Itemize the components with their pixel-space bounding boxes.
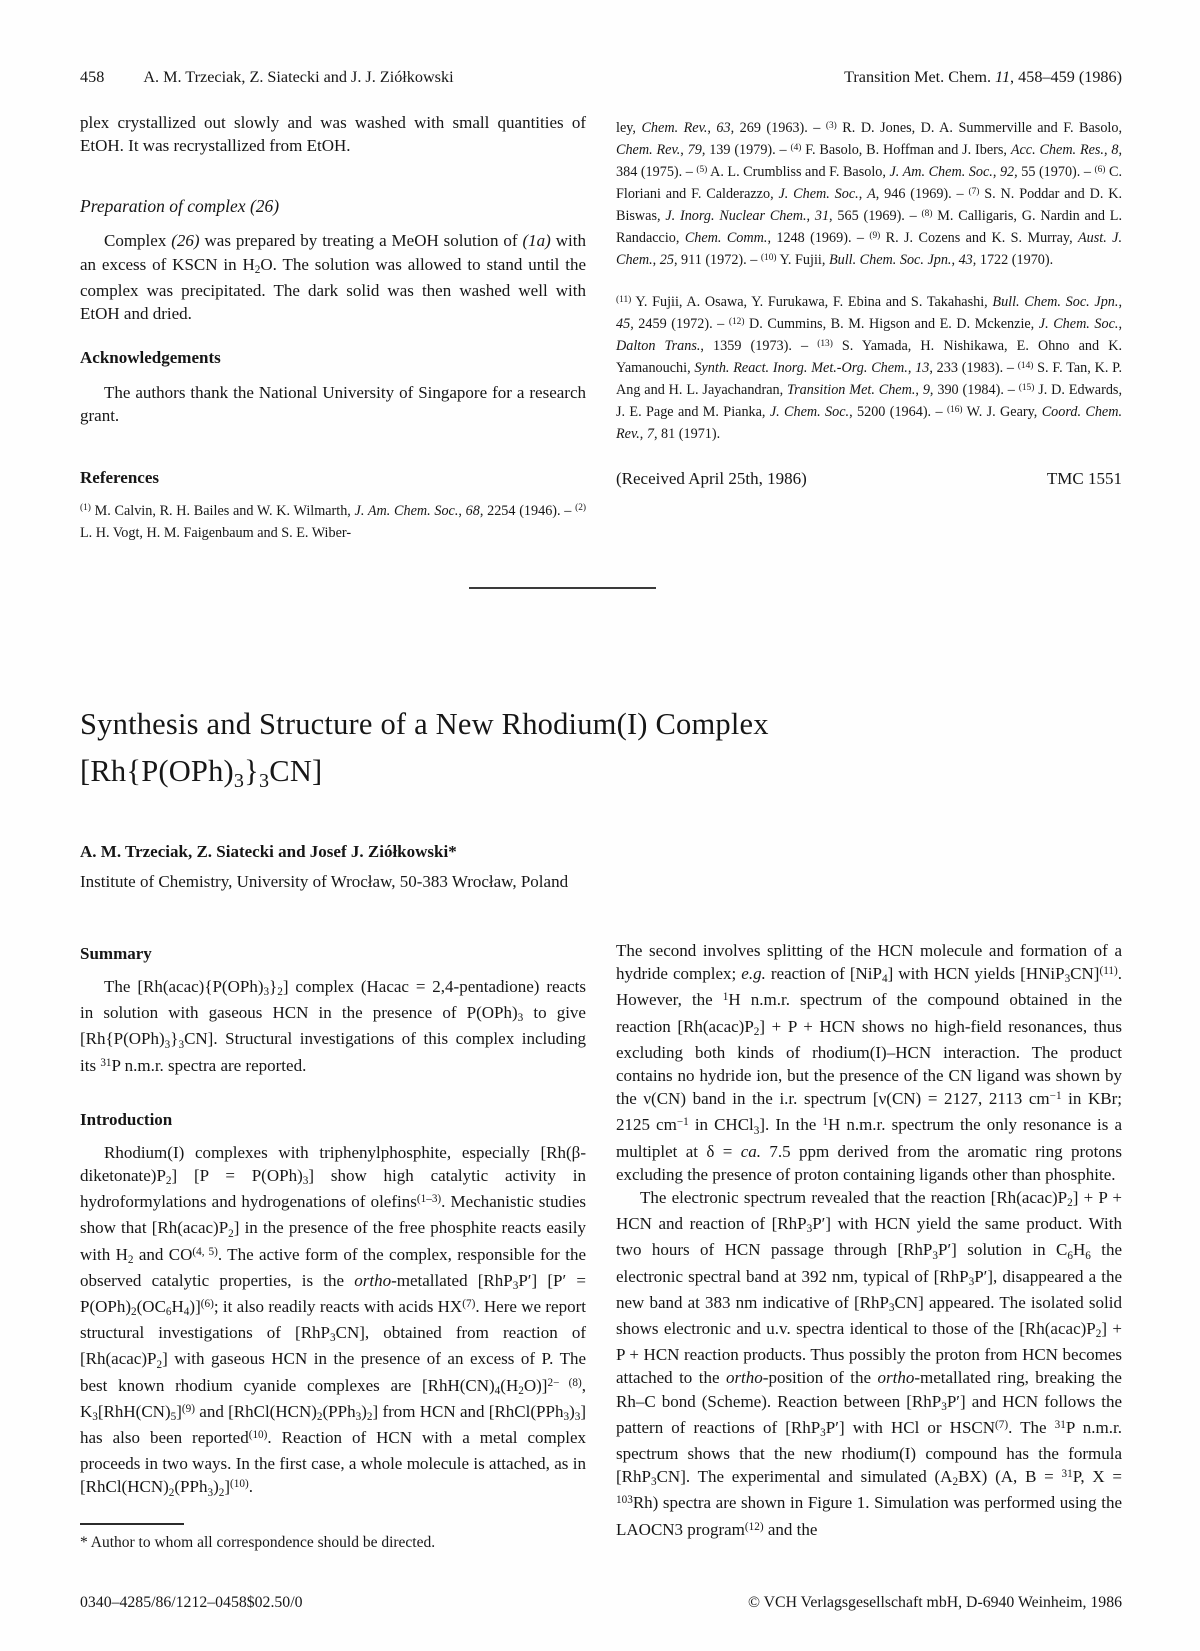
article-title-line1: Synthesis and Structure of a New Rhodium(I) Complex <box>80 707 769 741</box>
references-left-column: $^{(1)}$ M. Calvin, R. H. Bailes and W. K. Wilmarth, J. Am. Chem. Soc., 68, 2254 (1946). – $^{(2)}$ L. H. Vogt, H. M. Faigenbaum and S. E. Wiber- <box>80 502 586 541</box>
journal-citation: Transition Met. Chem. 11, 458–459 (1986) <box>844 68 1122 86</box>
para-acknowledgements: The authors thank the National University of Singapore for a research grant. <box>80 383 586 426</box>
article-title <box>80 701 1120 799</box>
received-date: (Received April 25th, 1986) <box>616 469 807 488</box>
affiliation-line: Institute of Chemistry, University of Wrocław, 50-383 Wrocław, Poland <box>80 872 569 891</box>
heading-preparation-of-complex-26: Preparation of complex (26) <box>80 196 280 217</box>
received-row <box>616 469 1122 489</box>
para-introduction: Rhodium(I) complexes with triphenylphosphite, especially $[Rh(\beta-diketonate)P_2] [P = P(OPh)_3]$ show high catalytic activity in hydroformylations and hydrogenations of olefins$^{(1-3)}$. Mechanistic studies show that $[Rh(acac)P_2]$ in the presence of the free phosphite reacts easily with $H_2$ and CO$^{(4, 5)}$. The active form of the complex, responsible for the observed catalytic properties, is the ortho-metallated [RhP$_3$P′] $[P' = P(OPh)_2(OC_6H_4)]^{(6)}$; it also readily reacts with acids HX$^{(7)}$. Here we report structural investigations of [RhP$_3$CN], obtained from reaction of $[Rh(acac)P_2]$ with gaseous HCN in the presence of an excess of P. The best known rhodium cyanide complexes are $[RhH(CN)_4(H_2O)]^{2- (8)}$, $K_3[RhH(CN)_5]^{(9)}$ and $[RhCl(HCN)_2(PPh_3)_2]$ from HCN and $[RhCl(PPh_3)_3]$ has also been reported$^{(10)}$. Reaction of HCN with a metal complex proceeds in two ways. In the first case, a whole molecule is attached, as in $[RhCl(HCN)_2(PPh_3)_2]^{(10)}$. <box>80 1142 587 1499</box>
tmc-code: TMC 1551 <box>1046 469 1122 488</box>
article-title-line2-formula: $[Rh\{P(OPh)_3\}_3CN]$ <box>80 754 323 792</box>
footnote-block <box>80 1523 586 1552</box>
references-right-part2: $^{(11)}$ Y. Fujii, A. Osawa, Y. Furukawa, F. Ebina and S. Takahashi, Bull. Chem. Soc. Jpn., 45, 2459 (1972). – $^{(12)}$ D. Cummins, B. M. Higson and E. D. Mckenzie, J. Chem. Soc., Dalton Trans., 1359 (1973). – $^{(13)}$ S. Yamada, H. Nishikawa, E. Ohno and K. Yamanouchi, Synth. React. Inorg. Met.-Org. Chem., 13, 233 (1983). – $^{(14)}$ S. F. Tan, K. P. Ang and H. L. Jayachandran, Transition Met. Chem., 9, 390 (1984). – $^{(15)}$ J. D. Edwards, J. E. Page and M. Pianka, J. Chem. Soc., 5200 (1964). – $^{(16)}$ W. J. Geary, Coord. Chem. Rev., 7, 81 (1971). <box>616 294 1123 442</box>
heading-references: References <box>80 467 159 487</box>
copyright-notice: © VCH Verlagsgesellschaft mbH, D-6940 Weinheim, 1986 <box>747 1594 1122 1611</box>
page-footer <box>80 1594 1122 1612</box>
heading-introduction: Introduction <box>80 1109 173 1129</box>
correspondence-footnote: * Author to whom all correspondence should be directed. <box>80 1534 436 1551</box>
para-hcn-splitting: The second involves splitting of the HCN molecule and formation of a hydride complex; e.g. reaction of [NiP$_4$] with HCN yields [HNiP$_3$CN]$^{(11)}$. However, the $^1$H n.m.r. spectrum of the compound obtained in the reaction $[Rh(acac)P_2] + P$ + HCN shows no high-field resonances, thus excluding both kinds of rhodium(I)–HCN interaction. The product contains no hydride ion, but the presence of the CN ligand was shown by the ν(CN) band in the i.r. spectrum [ν(CN) = 2127, 2113 $cm^{-1}$ in KBr; 2125 $cm^{-1}$ in CHCl$_3$]. In the $^1$H n.m.r. spectrum the only resonance is a multiplet at δ = ca. 7.5 ppm derived from the aromatic ring protons excluding the presence of proton containing ligands other than phosphite. <box>616 941 1122 1184</box>
running-head <box>80 68 1122 87</box>
references-right-part1: ley, Chem. Rev., 63, 269 (1963). – $^{(3)}$ R. D. Jones, D. A. Summerville and F. Basolo, Chem. Rev., 79, 139 (1979). – $^{(4)}$ F. Basolo, B. Hoffman and J. Ibers, Acc. Chem. Res., 8, 384 (1975). – $^{(5)}$ A. L. Crumbliss and F. Basolo, J. Am. Chem. Soc., 92, 55 (1970). – $^{(6)}$ C. Floriani and F. Calderazzo, J. Chem. Soc., A, 946 (1969). – $^{(7)}$ S. N. Poddar and D. K. Biswas, J. Inorg. Nuclear Chem., 31, 565 (1969). – $^{(8)}$ M. Calligaris, G. Nardin and L. Randaccio, Chem. Comm., 1248 (1969). – $^{(9)}$ R. J. Cozens and K. S. Murray, Aust. J. Chem., 25, 911 (1972). – $^{(10)}$ Y. Fujii, Bull. Chem. Soc. Jpn., 43, 1722 (1970). <box>616 120 1123 268</box>
heading-acknowledgements: Acknowledgements <box>80 348 221 368</box>
heading-summary: Summary <box>80 944 152 963</box>
running-authors: A. M. Trzeciak, Z. Siatecki and J. J. Ziółkowski <box>143 68 454 86</box>
authors-line: A. M. Trzeciak, Z. Siatecki and Josef J. Ziółkowski* <box>80 842 457 861</box>
article-title-block <box>80 701 1120 892</box>
second-article-left-column <box>80 944 586 1502</box>
footnote-rule <box>80 1523 184 1525</box>
article-divider-rule <box>469 587 656 589</box>
first-article-right-column <box>616 112 1122 489</box>
para-recrystallization: plex crystallized out slowly and was washed with small quantities of EtOH. It was recrystallized from EtOH. <box>80 113 586 156</box>
running-head-left <box>80 68 454 87</box>
para-electronic-spectrum: The electronic spectrum revealed that the reaction $[Rh(acac)P_2] + P$ + HCN and reaction of [RhP$_3$P′] with HCN yield the same product. With two hours of HCN passage through [RhP$_3$P′] solution in $C_6H_6$ the electronic spectral band at 392 nm, typical of [RhP$_3$P′], disappeared a the new band at 383 nm indicative of [RhP$_3$CN] appeared. The isolated solid shows electronic and u.v. spectra identical to those of the $[Rh(acac)P_2] + P$ + HCN reaction products. Thus possibly the proton from HCN becomes attached to the ortho-position of the ortho-metallated ring, breaking the Rh–C bond (Scheme). Reaction between [RhP$_3$P′] and HCN follows the pattern of reactions of [RhP$_3$P′] with HCl or HSCN$^{(7)}$. The $^{31}$P n.m.r. spectrum shows that the new rhodium(I) compound has the formula [RhP$_3$CN]. The experimental and simulated $(A_2BX)$ (A, B = $^{31}$P, X = $^{103}$Rh) spectra are shown in Figure 1. Simulation was performed using the LAOCN3 program$^{(12)}$ and the <box>616 1188 1123 1539</box>
issn-code: 0340–4285/86/1212–0458$02.50/0 <box>80 1594 303 1611</box>
second-article-right-column <box>616 939 1122 1544</box>
page-number: 458 <box>80 68 105 86</box>
first-article-left-column <box>80 111 586 543</box>
para-preparation: Complex (26) was prepared by treating a MeOH solution of (1a) with an excess of KSCN in $H_2O$. The solution was allowed to stand until the complex was precipitated. The dark solid was then washed well with EtOH and dried. <box>80 231 587 324</box>
para-summary: The $[Rh(acac)\{P(OPh)_3\}_2]$ complex (Hacac = 2,4-pentadione) reacts in solution with gaseous HCN in the presence of $P(OPh)_3$ to give $[Rh\{P(OPh)_3\}_3CN]$. Structural investigations of this complex including its $^{31}$P n.m.r. spectra are reported. <box>80 977 586 1075</box>
